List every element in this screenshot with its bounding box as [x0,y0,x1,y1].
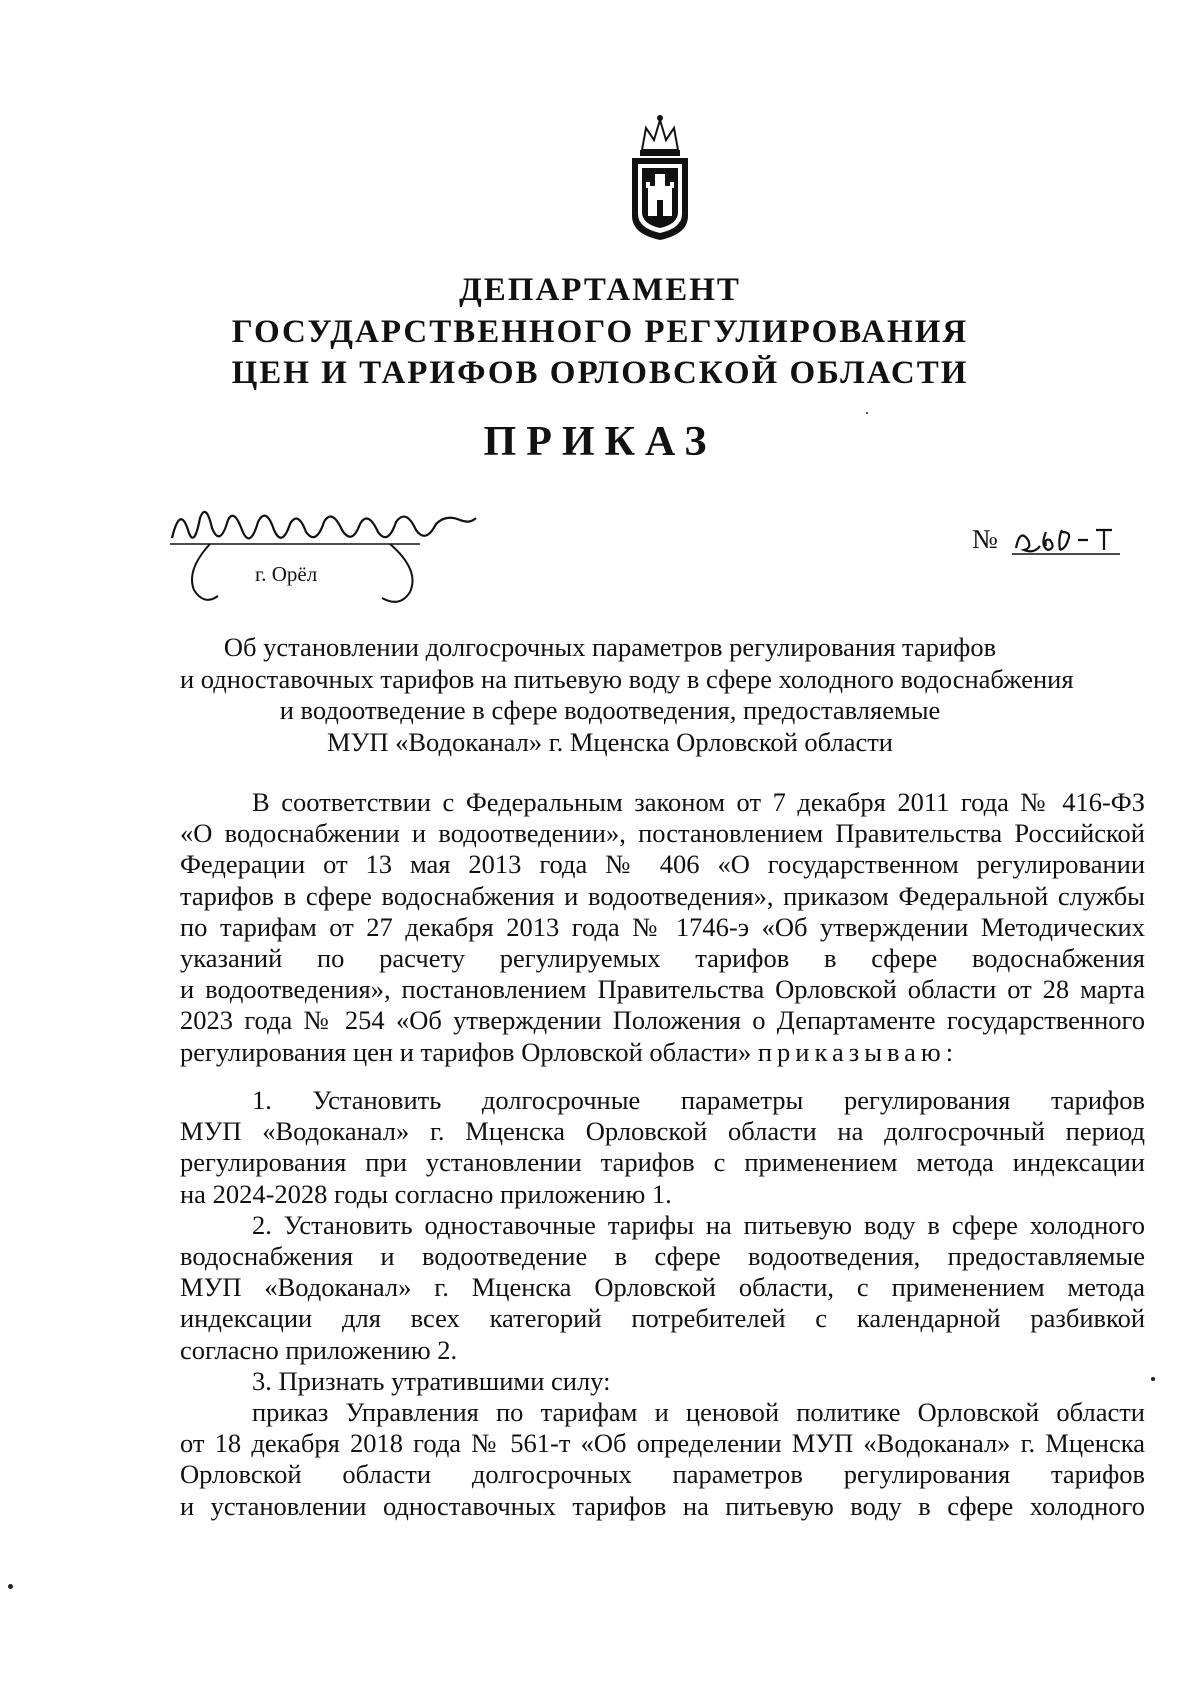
item-2-line: индексации для всех категорий потребителей с календарной разбивкой [180,1303,1145,1334]
order-word: приказываю: [757,1036,959,1067]
item-3-detail-line: и установлении одноставочных тарифов на питьевую воду в сфере холодного [180,1490,1145,1521]
scan-speck [1151,1377,1155,1381]
department-name-line-3: ЦЕН И ТАРИФОВ ОРЛОВСКОЙ ОБЛАСТИ [231,355,969,391]
preamble-line: «О водоснабжении и водоотведении», постановлением Правительства Российской [180,818,1145,849]
preamble-line: и водоотведения», постановлением Правительства Орловской области от 28 марта [180,974,1145,1005]
item-3-detail-line: Орловской области долгосрочных параметров регулирования тарифов [180,1459,1145,1490]
city-label: г. Орёл [255,562,318,586]
subject-line: и водоотведение в сфере водоотведения, предоставляемые [279,695,941,725]
preamble-line: 2023 года № 254 «Об утверждении Положения о Департаменте государственного [180,1005,1145,1036]
preamble-line: регулирования цен и тарифов Орловской области» [180,1036,752,1067]
preamble-line: В соответствии с Федеральным законом от 7 декабря 2011 года № 416-ФЗ [252,787,1145,817]
item-1-line: МУП «Водоканал» г. Мценска Орловской области на долгосрочный период [180,1116,1145,1147]
subject-line: и одноставочных тарифов на питьевую воду в сфере холодного водоснабжения [180,663,1074,694]
order-items [180,1085,1145,1522]
preamble-last-line [180,1037,1145,1068]
item-3-line: 3. Признать утратившими силу: [252,1365,611,1396]
preamble-line: указаний по расчету регулируемых тарифов в сфере водоснабжения [180,943,1145,974]
item-2-line: 2. Установить одноставочные тарифы на питьевую воду в сфере холодного [252,1209,1145,1240]
item-1-line: на 2024-2028 годы согласно приложению 1. [180,1178,672,1209]
handwritten-date-signature [170,500,480,620]
item-2-line: МУП «Водоканал» г. Мценска Орловской области, с применением метода [180,1272,1145,1303]
coat-of-arms-emblem [624,112,696,244]
department-name-line-1: ДЕПАРТАМЕНТ [459,272,741,308]
item-1-line: регулирования при установлении тарифов с применением метода индексации [180,1147,1145,1178]
subject-line: Об установлении долгосрочных параметров регулирования тарифов [223,632,997,662]
item-3-detail-line: от 18 декабря 2018 года № 561-т «Об определении МУП «Водоканал» г. Мценска [180,1428,1145,1459]
order-subject [180,632,1074,758]
subject-line: МУП «Водоканал» г. Мценска Орловской области [327,726,893,757]
item-1-line: 1. Установить долгосрочные параметры регулирования тарифов [252,1085,1145,1115]
handwritten-order-number [1012,518,1122,560]
preamble-paragraph [180,787,1145,1068]
order-number-label: № [972,524,998,554]
item-2-line: водоснабжения и водоотведение в сфере водоотведения, предоставляемые [180,1241,1145,1272]
scan-speck [866,412,868,414]
document-type-title: ПРИКАЗ [483,419,717,465]
department-name-line-2: ГОСУДАРСТВЕННОГО РЕГУЛИРОВАНИЯ [231,314,969,350]
preamble-line: Федерации от 13 мая 2013 года № 406 «О государственном регулировании [180,849,1145,880]
preamble-line: по тарифам от 27 декабря 2013 года № 1746-э «Об утверждении Методических [180,911,1145,942]
item-3-detail-line: приказ Управления по тарифам и ценовой политике Орловской области [252,1397,1145,1428]
item-2-line: согласно приложению 2. [180,1334,458,1365]
scan-speck [8,1584,13,1589]
preamble-line: тарифов в сфере водоснабжения и водоотведения», приказом Федеральной службы [180,880,1145,911]
